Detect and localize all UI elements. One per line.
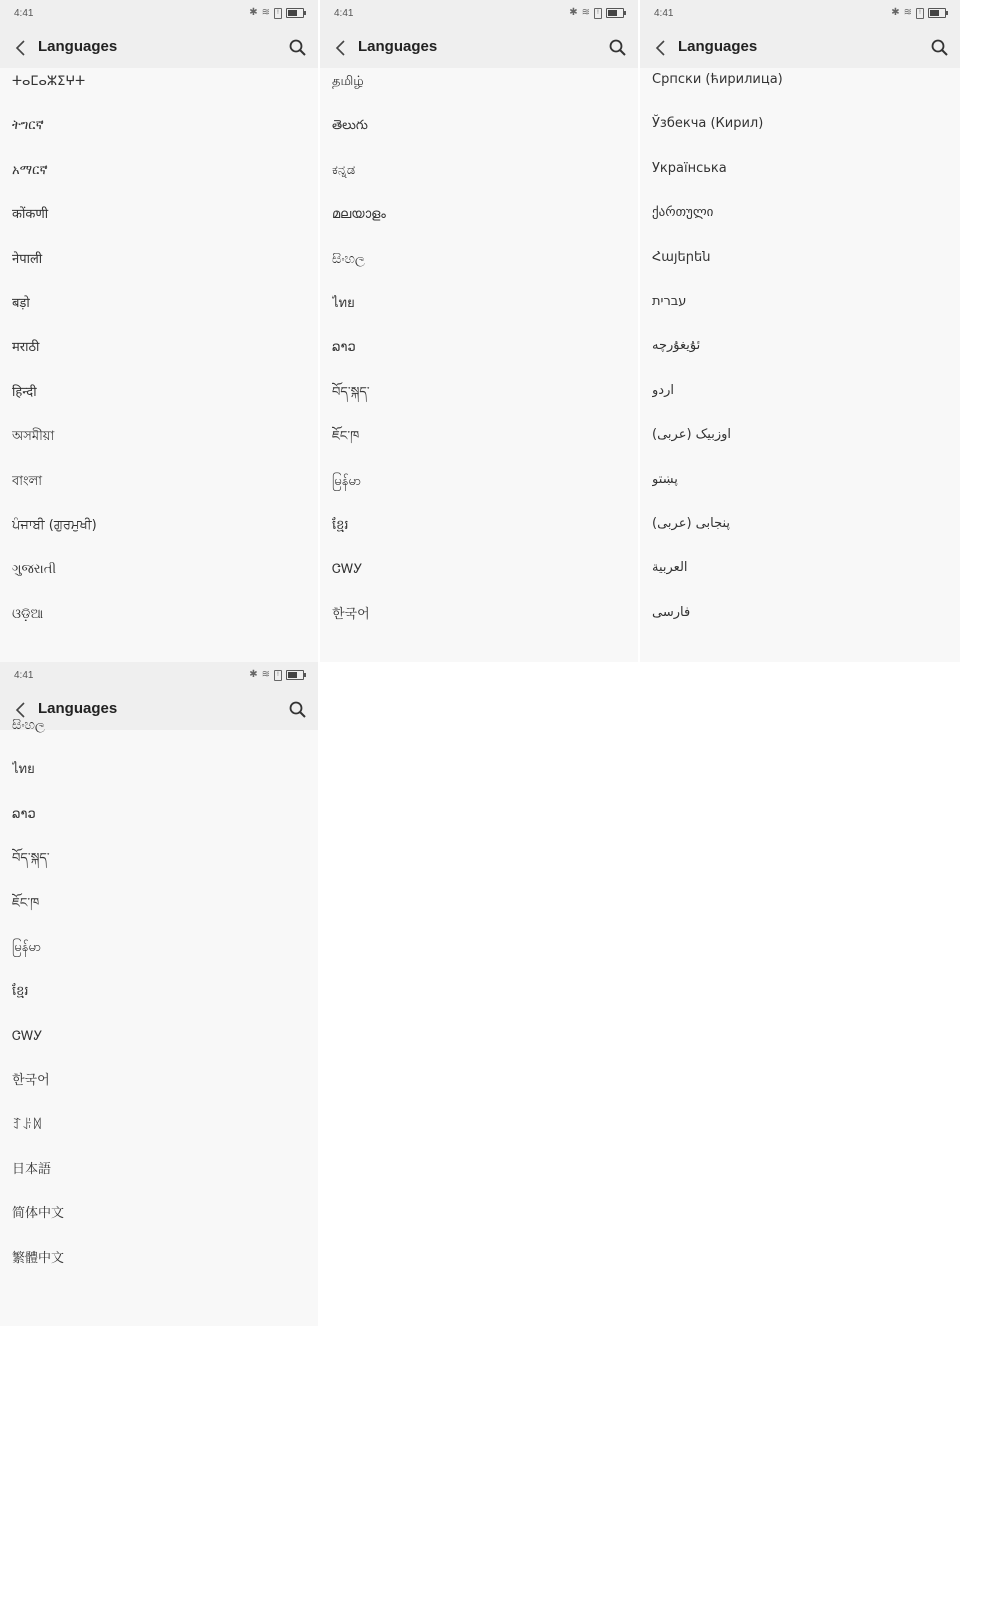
language-item[interactable]: ᏣᎳᎩ [332, 562, 363, 578]
search-icon[interactable] [288, 38, 308, 58]
language-item[interactable]: ລາວ [332, 340, 356, 356]
language-item[interactable]: ไทย [332, 296, 355, 311]
status-icons [891, 7, 946, 19]
status-time: 4:41 [14, 8, 34, 19]
language-item[interactable]: बड़ो [12, 296, 30, 311]
language-item[interactable]: བོད་སྐད་ [332, 384, 370, 400]
language-item[interactable]: বাংলা [12, 473, 43, 489]
language-item[interactable]: कोंकणी [12, 207, 49, 223]
language-item[interactable]: ئۇيغۇرچە [652, 338, 701, 354]
wifi-icon: ≋ [261, 669, 270, 680]
language-list [0, 718, 318, 1326]
language-item[interactable]: မြန်မာ [12, 940, 42, 955]
language-item[interactable]: ქართული [652, 205, 714, 221]
language-item[interactable]: བོད་སྐད་ [12, 851, 50, 867]
language-item[interactable]: עברית [652, 294, 687, 309]
language-item[interactable]: मराठी [12, 340, 40, 356]
language-item[interactable]: ខ្មែរ [12, 984, 29, 1000]
language-item[interactable]: ཇོང་ཁ [12, 895, 40, 911]
language-list [640, 68, 960, 662]
language-list [320, 68, 638, 662]
screen-panel-3 [640, 0, 960, 662]
language-list [0, 68, 318, 662]
wifi-icon: ≋ [581, 7, 590, 18]
sim-icon: ! [274, 670, 282, 681]
language-item[interactable]: অসমীয়া [12, 429, 55, 445]
wifi-icon: ≋ [903, 7, 912, 18]
language-item[interactable]: ꆈꌠꉙ [12, 1117, 43, 1133]
status-time: 4:41 [14, 670, 34, 681]
language-item[interactable]: 繁體中文 [12, 1250, 65, 1266]
language-item[interactable]: 한국어 [332, 606, 370, 622]
language-item[interactable]: اردو [652, 382, 674, 398]
language-item[interactable]: മലയാളം [332, 207, 386, 223]
language-item[interactable]: తెలుగు [332, 118, 368, 134]
status-bar [0, 0, 318, 28]
language-item[interactable]: العربية [652, 560, 688, 576]
chevron-left-icon[interactable] [14, 39, 28, 57]
sim-icon: ! [594, 8, 602, 19]
language-item[interactable]: ཇོང་ཁ [332, 429, 360, 445]
app-header [320, 28, 638, 68]
wifi-icon: ≋ [261, 7, 270, 18]
page-title: Languages [38, 700, 118, 717]
bluetooth-icon: ✱ [249, 669, 258, 680]
language-item[interactable]: ខ្មែរ [332, 518, 349, 533]
language-item[interactable]: မြန်မာ [332, 473, 362, 489]
language-item[interactable]: Українська [652, 160, 727, 176]
status-bar [0, 662, 318, 690]
language-item[interactable]: தமிழ் [332, 74, 364, 89]
chevron-left-icon[interactable] [654, 39, 668, 57]
page-title: Languages [358, 38, 438, 55]
battery-icon [286, 670, 304, 680]
language-item[interactable]: ລາວ [12, 806, 36, 822]
battery-icon [606, 8, 624, 18]
search-icon[interactable] [930, 38, 950, 58]
language-item[interactable]: ಕನ್ನಡ [332, 162, 356, 178]
search-icon[interactable] [608, 38, 628, 58]
status-icons [249, 7, 304, 19]
language-item[interactable]: हिन्दी [12, 384, 37, 400]
language-item[interactable]: Ўзбекча (Кирил) [652, 116, 764, 132]
language-item[interactable]: ଓଡ଼ିଆ [12, 606, 44, 622]
page-title: Languages [678, 38, 758, 55]
language-item[interactable]: አማርኛ [12, 162, 48, 178]
language-item[interactable]: Српски (ћирилица) [652, 72, 783, 87]
bluetooth-icon: ✱ [569, 7, 578, 18]
bluetooth-icon: ✱ [891, 7, 900, 18]
chevron-left-icon[interactable] [334, 39, 348, 57]
status-bar [640, 0, 960, 28]
language-item[interactable]: ትግርኛ [12, 118, 44, 134]
app-header [640, 28, 960, 68]
battery-icon [286, 8, 304, 18]
language-item[interactable]: ⵜⴰⵎⴰⵣⵉⵖⵜ [12, 74, 86, 89]
language-item[interactable]: ไทย [12, 762, 35, 778]
language-item[interactable]: ᏣᎳᎩ [12, 1028, 43, 1044]
status-icons [569, 7, 624, 19]
status-time: 4:41 [654, 8, 674, 19]
language-item[interactable]: 日本語 [12, 1162, 52, 1177]
screen-panel-4 [0, 662, 318, 1326]
sim-icon: ! [274, 8, 282, 19]
status-bar [320, 0, 638, 28]
page-title: Languages [38, 38, 118, 55]
app-header [0, 28, 318, 68]
battery-icon [928, 8, 946, 18]
language-item[interactable]: 简体中文 [12, 1206, 65, 1222]
language-item[interactable]: ਪੰਜਾਬੀ (ਗੁਰਮੁਖੀ) [12, 518, 97, 533]
language-item[interactable]: සිංහල [332, 251, 365, 267]
language-item[interactable]: اوزبیک (عربی) [652, 427, 732, 443]
screen-panel-2 [320, 0, 638, 662]
status-icons [249, 669, 304, 681]
language-item[interactable]: नेपाली [12, 251, 43, 267]
language-item[interactable]: සිංහල [12, 718, 45, 733]
bluetooth-icon: ✱ [249, 7, 258, 18]
language-item[interactable]: فارسی [652, 604, 691, 620]
language-item[interactable]: ગુજરાતી [12, 562, 57, 578]
language-item[interactable]: 한국어 [12, 1073, 50, 1089]
language-item[interactable]: Հայերեն [652, 249, 711, 265]
sim-icon: ! [916, 8, 924, 19]
language-item[interactable]: پښتو [652, 471, 678, 487]
status-time: 4:41 [334, 8, 354, 19]
language-item[interactable]: پنجابی (عربی) [652, 516, 731, 531]
screen-panel-1 [0, 0, 318, 662]
